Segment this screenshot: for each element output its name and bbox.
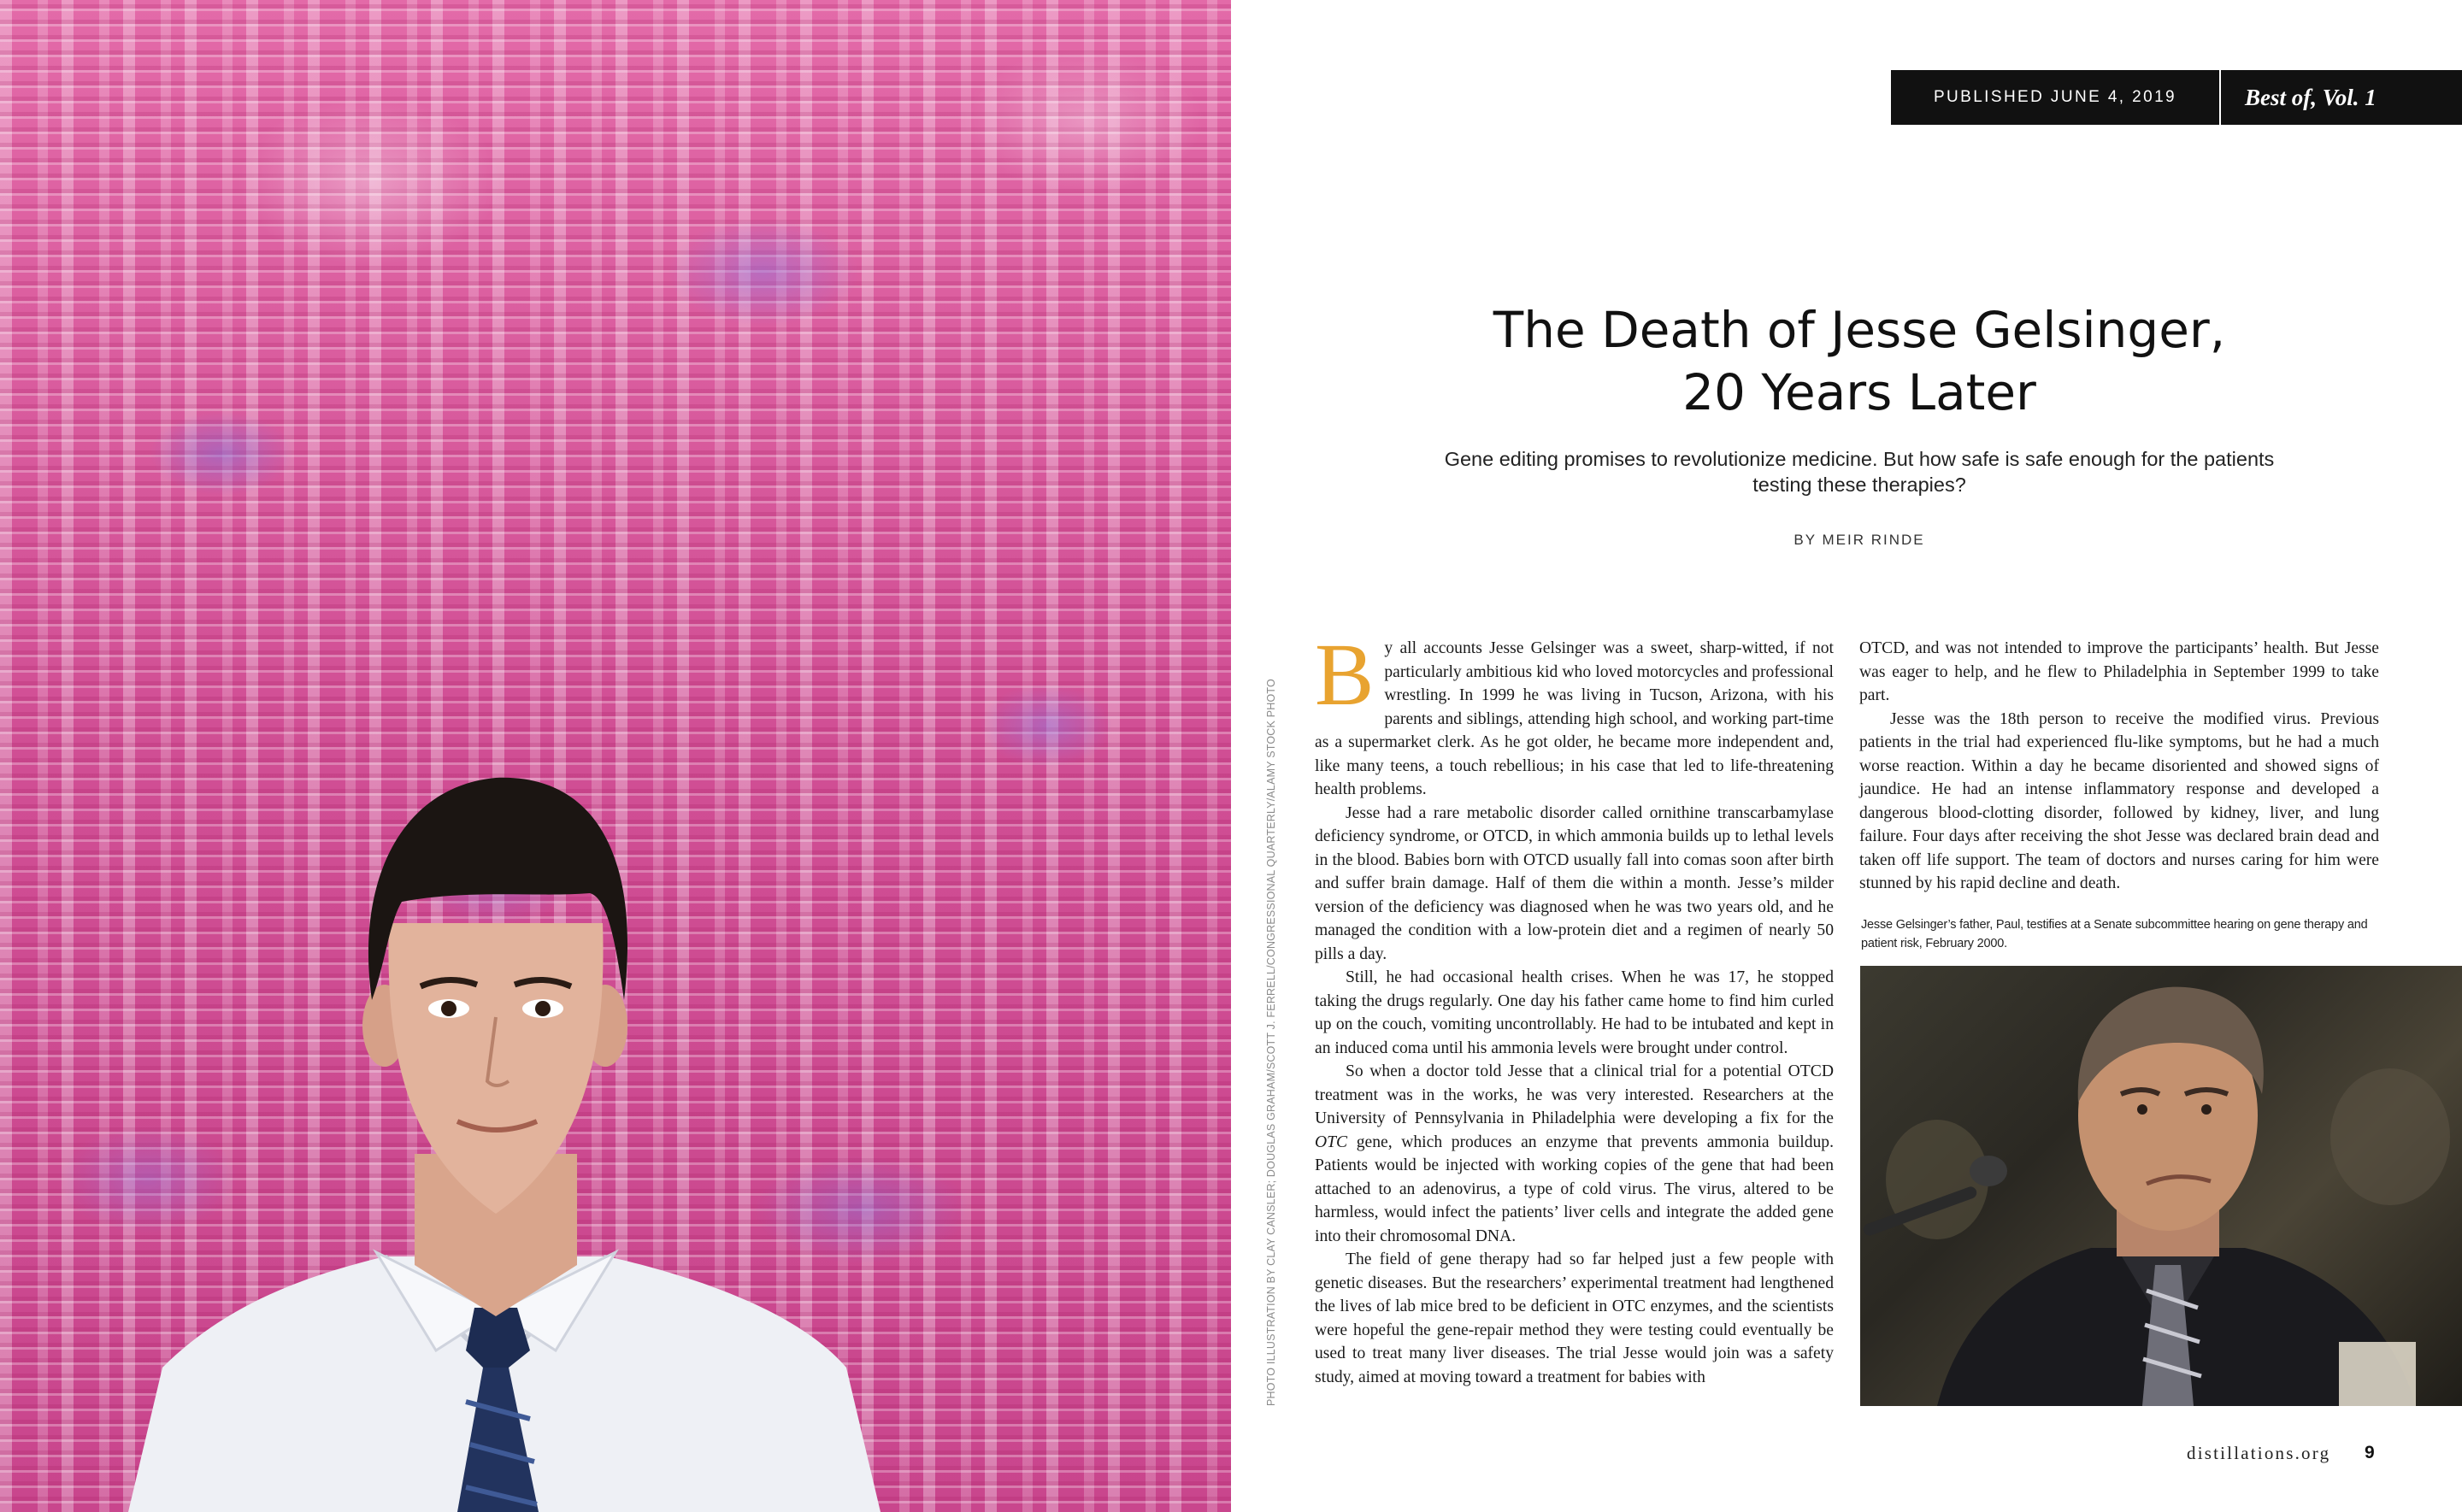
drop-cap: B: [1315, 626, 1375, 724]
article-subtitle: Gene editing promises to revolutionize medicine. But how safe is safe enough for the patients testing these therapies?: [1444, 448, 2275, 496]
paragraph-4: [1315, 1060, 1834, 1248]
portrait-photo: [128, 752, 1069, 1512]
paragraph-5: The field of gene therapy had so far helped just a few people with genetic diseases. But the researchers’ experimental treatment had lengthened the lives of lab mice bred to be deficient in OTC enzymes, and the scientists were hopeful the gene-repair method they were testing could eventually be used to treat many liver diseases. The trial Jesse would join was a safety study, aimed at moving toward a treatment for babies with: [1315, 1250, 1834, 1386]
hearing-photo-drawing: [1860, 966, 2462, 1406]
photo-credit: PHOTO ILLUSTRATION BY CLAY CANSLER; DOUGLAS GRAHAM/SCOTT J. FERRELL/CONGRESSIONAL QUARTERLY/ALAMY STOCK PHOTO: [1265, 679, 1277, 1406]
title-line-1: The Death of Jesse Gelsinger,: [1493, 301, 2226, 359]
body-column-right: [1859, 637, 2379, 896]
senate-hearing-photo: [1860, 966, 2462, 1406]
paragraph-4-a: So when a doctor told Jesse that a clinical trial for a potential OTCD treatment was in the works, he was very interested. Researchers at the University of Pennsylvania in Philadelphia were developing a fix for the: [1315, 1062, 1834, 1127]
paragraph-7: Jesse was the 18th person to receive the modified virus. Previous patients in the trial had experienced flu-like symptoms, but he had a much worse reaction. Within a day he became disoriented and showed signs of jaundice. He had an intense inflammatory response and developed a dangerous blood-clotting disorder, followed by kidney, liver, and lung failure. Four days after receiving the shot Jesse was declared brain dead and taken off life support. The team of doctors and nurses caring for him were stunned by his rapid decline and death.: [1859, 709, 2379, 892]
paragraph-3: Still, he had occasional health crises. When he was 17, he stopped taking the drugs regularly. One day his father came home to find him curled up on the couch, vomiting uncontrollably. He had to be intubated and kept in an induced coma until his ammonia levels were brought under control.: [1315, 968, 1834, 1057]
body-column-left: [1315, 626, 1834, 1389]
gene-name-italic: OTC: [1315, 1133, 1348, 1151]
published-date-tag: PUBLISHED JUNE 4, 2019: [1891, 70, 2219, 125]
paragraph-2: Jesse had a rare metabolic disorder called ornithine transcarbamylase deficiency syndrome, or OTCD, in which ammonia builds up to lethal levels in the blood. Babies born with OTCD usually fall into comas soon after birth and suffer brain damage. Half of them die within a month. Jesse’s milder version of the deficiency was diagnosed when he was two years old, and he managed the condition with a low-protein diet and a regimen of nearly 50 pills a day.: [1315, 803, 1834, 963]
title-line-2: 20 Years Later: [1682, 363, 2036, 421]
paragraph-1-text: y all accounts Jesse Gelsinger was a sweet, sharp-witted, if not particularly ambitious kid who loved motorcycles and professional wrestling. In 1999 he was living in Tucson, Arizona, with his parents and siblings, attending high school, and working part-time as a supermarket clerk. As he got older, he became more independent and, like many teens, a touch rebellious; in his case that led to life-threatening health problems.: [1315, 639, 1834, 798]
title-block: [1316, 299, 2402, 549]
paragraph-4-b: gene, which produces an enzyme that prevents ammonia buildup. Patients would be injected with working copies of the gene that had been attached to an adenovirus, a type of cold virus. The virus, altered to be harmless, would infect the patients’ liver cells and integrate the added gene into their chromosomal DNA.: [1315, 1133, 1834, 1245]
byline: BY MEIR RINDE: [1793, 532, 1925, 548]
paragraph-1: [1315, 626, 1834, 802]
series-tag: Best of, Vol. 1: [2221, 70, 2462, 125]
page-number: 9: [2365, 1443, 2375, 1462]
photo-caption: Jesse Gelsinger’s father, Paul, testifies at a Senate subcommittee hearing on gene therapy and patient risk, February 2000.: [1861, 918, 2368, 950]
paragraph-6: OTCD, and was not intended to improve the participants’ health. But Jesse was eager to help, and he flew to Philadelphia in September 1999 to take part.: [1859, 639, 2379, 704]
site-url: distillations.org: [2187, 1443, 2331, 1463]
article-title: [1316, 299, 2402, 424]
